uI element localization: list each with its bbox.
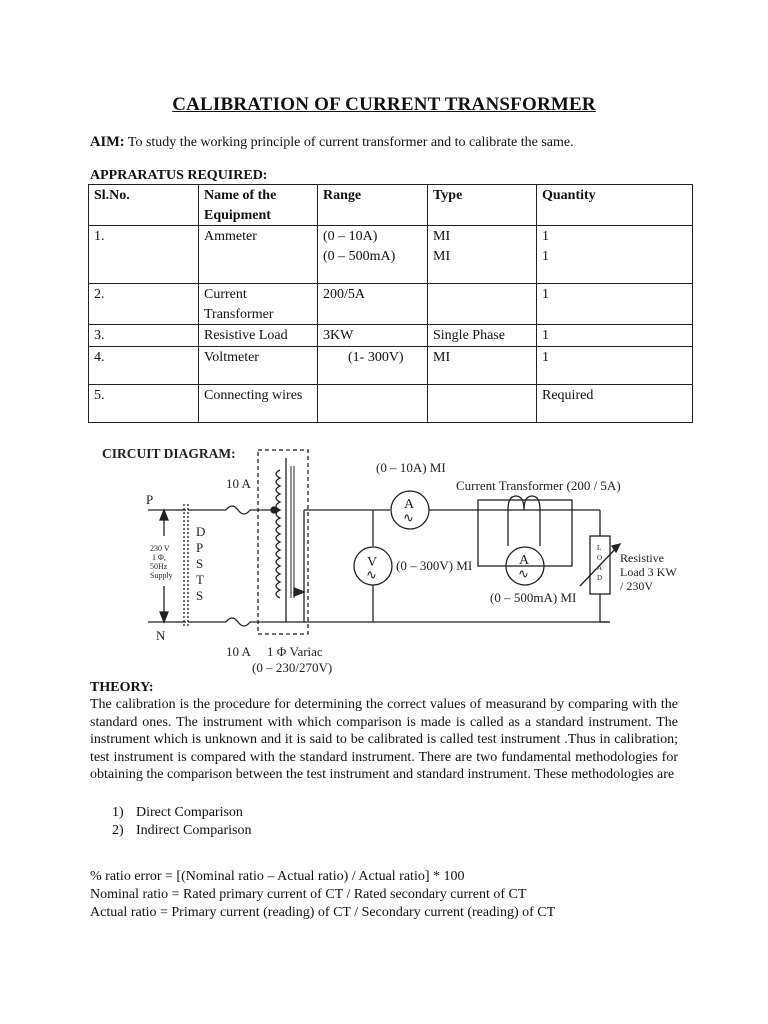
type-line: MI [433, 229, 451, 244]
cell-name: Current Transformer [199, 284, 318, 325]
svg-text:∿: ∿ [518, 566, 529, 581]
cell-slno: 4. [89, 346, 199, 384]
dpst-letter: S [196, 556, 204, 571]
qty-line: 1 [542, 229, 549, 244]
header-quantity: Quantity [537, 185, 693, 226]
cell-type [428, 284, 537, 325]
formulas-block [90, 868, 555, 921]
cell-quantity: 1 [537, 325, 693, 347]
cell-type [428, 384, 537, 422]
aim-text: To study the working principle of current transformer and to calibrate the same. [124, 135, 574, 150]
cell-name: Resistive Load [199, 325, 318, 347]
cell-range [318, 226, 428, 284]
variac-label: 1 Φ Variac [267, 644, 323, 659]
svg-text:∿: ∿ [366, 567, 377, 582]
load-letter: L [597, 544, 602, 552]
theory-paragraph: The calibration is the procedure for determining the correct values of measurand by comparing with the standard ones. The instrument with which comparison is made is called as a standard instrument. The instrument which is unknown and it is said to be calibrated is called test instrument .Thus in calibration; test instrument is compared with the standard instrument. There are two fundamental methodologies for obtaining the comparison between the test instrument and standard instrument. These methodologies are [90, 697, 678, 783]
list-item [112, 804, 251, 822]
list-number: 1) [112, 805, 124, 820]
cell-range: (1- 300V) [318, 346, 428, 384]
resistive-line: Load 3 KW [620, 565, 677, 579]
supply-line: Supply [150, 571, 173, 580]
methods-list [112, 804, 251, 840]
cell-name: Ammeter [199, 226, 318, 284]
header-slno: Sl.No. [89, 185, 199, 226]
ammeter1-symbol: A [404, 497, 415, 512]
cell-slno: 3. [89, 325, 199, 347]
nominal-ratio-formula: Nominal ratio = Rated primary current of CT / Rated secondary current of CT [90, 886, 527, 902]
circuit-diagram-heading: CIRCUIT DIAGRAM: [102, 446, 236, 461]
ct-coil [508, 496, 540, 510]
cell-name: Voltmeter [199, 346, 318, 384]
table-row [89, 346, 693, 384]
circuit-diagram [80, 428, 690, 678]
aim-statement [90, 134, 574, 151]
range-line: (0 – 500mA) [323, 248, 396, 264]
fuse-bottom [226, 618, 250, 626]
page-title: CALIBRATION OF CURRENT TRANSFORMER [172, 94, 596, 115]
load-letter: D [597, 574, 603, 582]
header-type: Type [428, 185, 537, 226]
qty-line: 1 [542, 248, 549, 264]
supply-line: 50Hz [150, 562, 168, 571]
voltmeter-symbol: V [367, 555, 378, 570]
fuse-bottom-label: 10 A [226, 644, 251, 659]
neutral-label: N [156, 628, 166, 643]
table-row [89, 325, 693, 347]
cell-quantity [537, 226, 693, 284]
supply-line: 1 Φ, [152, 553, 166, 562]
ammeter1-label: (0 – 10A) MI [376, 460, 446, 475]
cell-type: Single Phase [428, 325, 537, 347]
cell-name: Connecting wires [199, 384, 318, 422]
variac-winding [276, 470, 280, 598]
load-letter: A [597, 564, 603, 572]
variac-range-label: (0 – 230/270V) [252, 660, 333, 675]
cell-range [318, 384, 428, 422]
dpst-letter: S [196, 588, 204, 603]
ammeter2-label: (0 – 500mA) MI [490, 590, 577, 605]
cell-quantity: Required [537, 384, 693, 422]
theory-heading: THEORY: [90, 680, 154, 695]
dpst-letter: T [196, 572, 204, 587]
ratio-error-formula: % ratio error = [(Nominal ratio – Actual ratio) / Actual ratio] * 100 [90, 869, 465, 884]
cell-slno: 2. [89, 284, 199, 325]
variac-wiper [294, 588, 304, 596]
fuse-top [226, 506, 250, 514]
cell-range: 3KW [318, 325, 428, 347]
variac-tap [271, 507, 277, 513]
ammeter2-symbol: A [519, 553, 530, 568]
dpst-letter: D [196, 524, 206, 539]
voltmeter-label: (0 – 300V) MI [396, 558, 473, 573]
range-line: (0 – 10A) [323, 229, 378, 244]
table-row [89, 226, 693, 284]
ct-label: Current Transformer (200 / 5A) [456, 478, 621, 493]
cell-range: 200/5A [318, 284, 428, 325]
list-number: 2) [112, 822, 124, 838]
cell-type: MI [428, 346, 537, 384]
list-text: Indirect Comparison [136, 822, 252, 838]
cell-slno: 1. [89, 226, 199, 284]
variac-box [258, 450, 308, 634]
list-text: Direct Comparison [136, 805, 243, 820]
aim-label: AIM: [90, 134, 125, 150]
phase-label: P [146, 492, 154, 507]
supply-arrowhead-down [160, 612, 168, 622]
fuse-top-label: 10 A [226, 476, 251, 491]
cell-type [428, 226, 537, 284]
resistive-line: / 230V [620, 579, 653, 593]
cell-slno: 5. [89, 384, 199, 422]
header-range: Range [318, 185, 428, 226]
list-item [112, 822, 251, 840]
table-row [89, 384, 693, 422]
type-line: MI [433, 248, 451, 264]
apparatus-heading: APPRARATUS REQUIRED: [90, 168, 268, 183]
dpst-letter: P [196, 540, 204, 555]
cell-quantity: 1 [537, 346, 693, 384]
apparatus-table [88, 184, 693, 423]
table-row [89, 284, 693, 325]
cell-quantity: 1 [537, 284, 693, 325]
supply-arrowhead-up [160, 510, 168, 520]
supply-line: 230 V [150, 544, 170, 553]
header-name: Name of the Equipment [199, 185, 318, 226]
table-header-row [89, 185, 693, 226]
load-letter: O [597, 554, 603, 562]
actual-ratio-formula: Actual ratio = Primary current (reading) of CT / Secondary current (reading) of CT [90, 904, 556, 920]
ac-symbol: ∿ [403, 510, 414, 525]
resistive-line: Resistive [620, 551, 664, 565]
